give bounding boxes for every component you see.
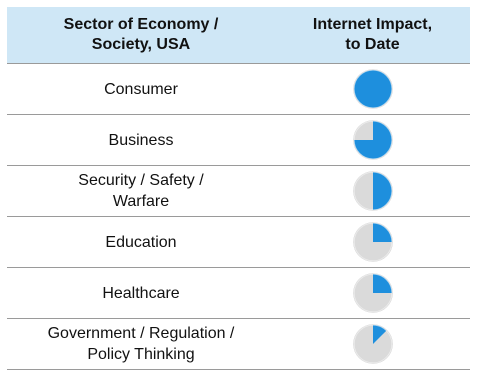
harvey-ball xyxy=(351,169,395,213)
table-row xyxy=(7,64,470,115)
table-row xyxy=(7,115,470,166)
harvey-ball xyxy=(351,271,395,315)
impact-table xyxy=(7,7,470,370)
header-sector: Sector of Economy / Society, USA xyxy=(63,16,219,53)
table-row xyxy=(7,319,470,370)
impact-cell xyxy=(275,115,470,165)
sector-label: Security / Safety / Warfare xyxy=(78,172,204,210)
table-row xyxy=(7,268,470,319)
impact-cell xyxy=(275,319,470,369)
sector-label: Business xyxy=(108,131,174,149)
impact-cell xyxy=(275,268,470,318)
sector-label: Education xyxy=(105,233,177,251)
harvey-ball xyxy=(351,322,395,366)
table-row xyxy=(7,166,470,217)
ball-fill xyxy=(373,172,392,210)
harvey-ball xyxy=(351,220,395,264)
harvey-ball xyxy=(351,67,395,111)
table-row xyxy=(7,217,470,268)
header-impact: Internet Impact, to Date xyxy=(312,16,433,53)
impact-cell xyxy=(275,64,470,114)
harvey-ball xyxy=(351,118,395,162)
impact-cell xyxy=(275,217,470,267)
sector-label: Consumer xyxy=(104,80,178,98)
sector-label: Healthcare xyxy=(102,284,180,302)
table-header xyxy=(7,7,470,64)
impact-cell xyxy=(275,166,470,216)
sector-label: Government / Regulation / Policy Thinking xyxy=(47,325,235,363)
